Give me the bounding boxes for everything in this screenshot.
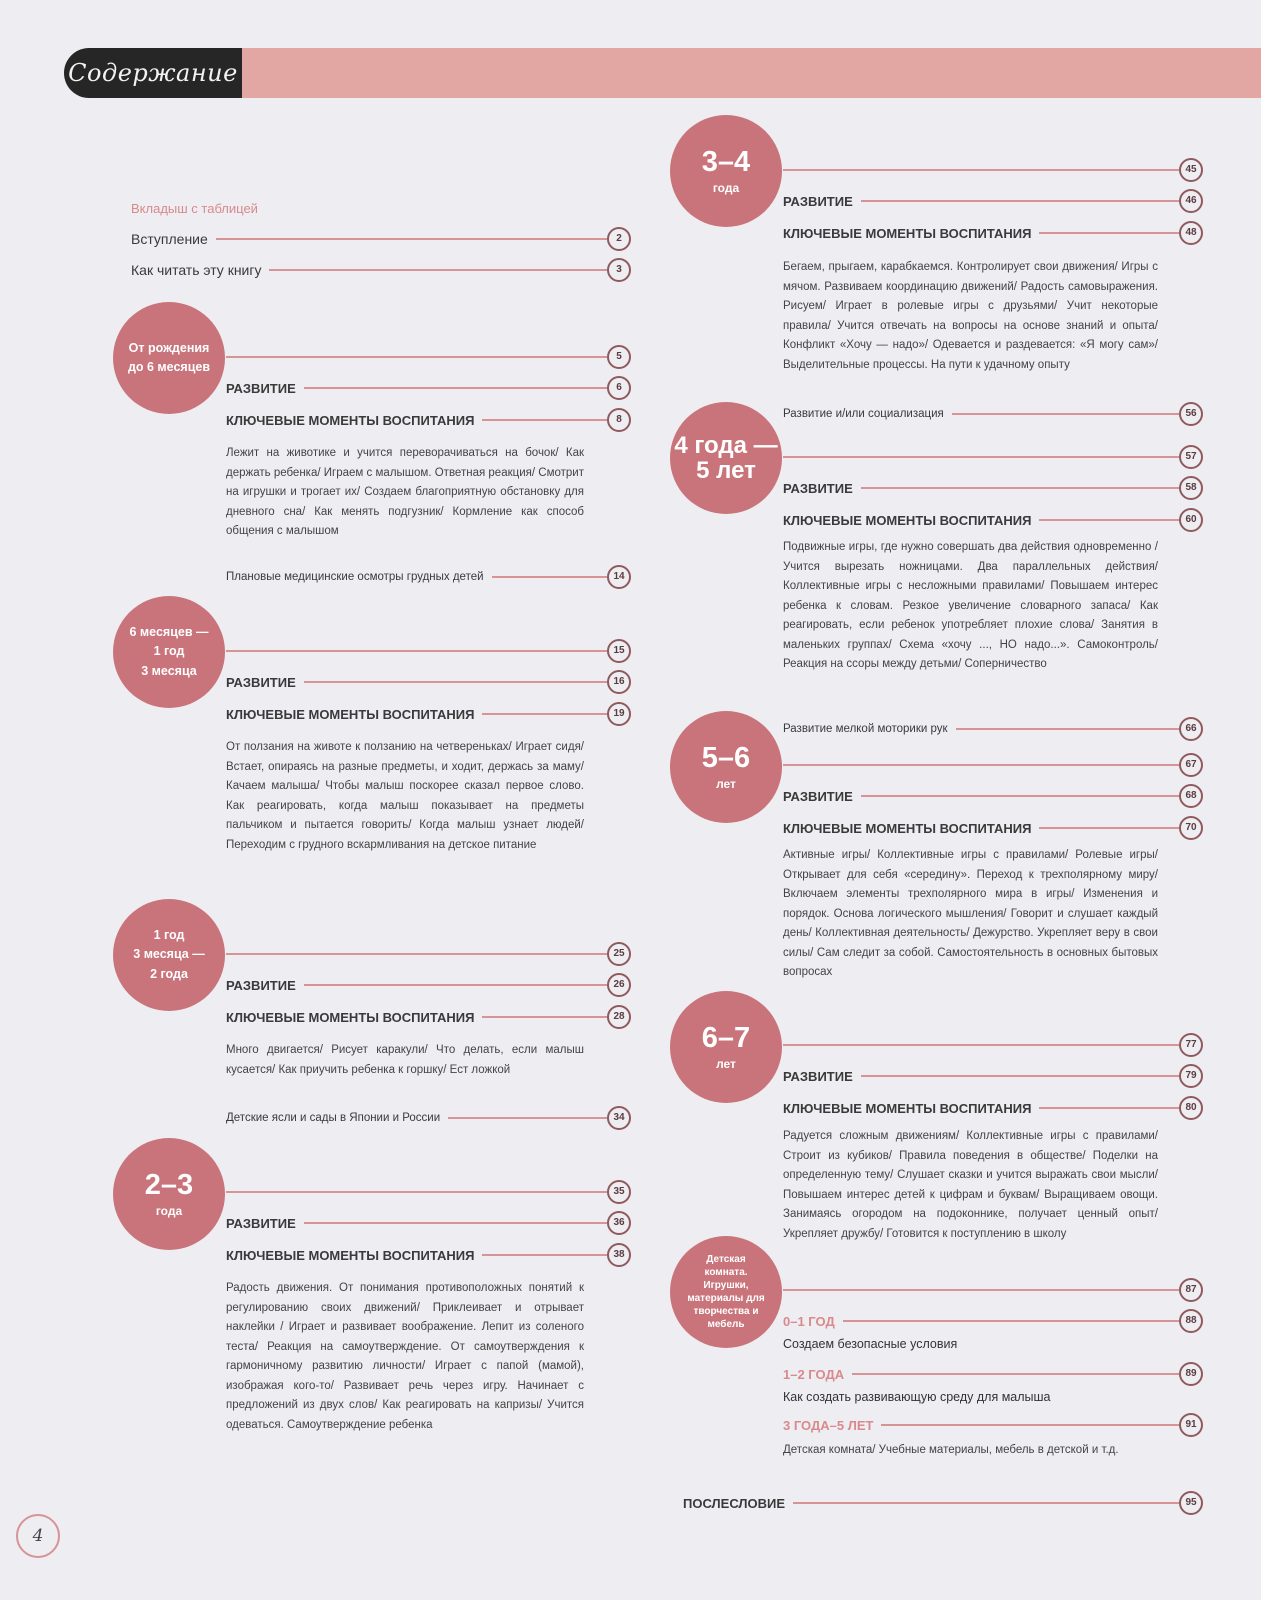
section-description: Лежит на животике и учится переворачиваться на бочок/ Как держать ребенка/ Играем с малышом. Ответная реакция/ Смотрит на игрушки и трогает их/ Создаем благоприятную обстановку для дневного сна/ Как менять подгузник/ Кормление как способ общения с малышом xyxy=(226,447,584,537)
section-description: Радость движения. От понимания противоположных понятий к регулированию своих движений/ Приклеивает и отрывает наклейки / Играет и развивает воображение. Лепит из соленого теста/ Реакция на самоутверждение. От самоутверждения к гармоничному развитию личности/ Играет с папой (мамой), изображая кого-то/ Развивает речь через игру. Начинает с предложений из двух слов/ Как реагировать на капризы/ Учится одеваться. Самоутверждение ребенка xyxy=(226,1282,584,1431)
toc-entry-label: 1–2 ГОДА xyxy=(783,1366,845,1382)
page-number-badge: 36 xyxy=(607,1211,631,1235)
section-description: Бегаем, прыгаем, карабкаемся. Контролирует свои движения/ Игры с мячом. Развиваем координацию движений/ Радость самовыражения. Рисуем/ Играет в ролевые игры с друзьями/ Учит некоторые правила/ Учится отвечать на вопросы на основе знаний и опыта/ Конфликт «Хочу — надо»/ Одевается и раздевается: «Я могу сам»/ Выделительные процессы. На пути к удачному опыту xyxy=(783,261,1158,371)
toc-entry-key-moments[interactable] xyxy=(783,222,1203,244)
toc-entry-label: РАЗВИТИЕ xyxy=(783,480,853,496)
section-start-row[interactable] xyxy=(226,640,631,662)
toc-entry-label: КЛЮЧЕВЫЕ МОМЕНТЫ ВОСПИТАНИЯ xyxy=(783,1100,1032,1116)
toc-entry-label: РАЗВИТИЕ xyxy=(226,1215,296,1231)
page-title: Содержание xyxy=(64,48,242,98)
leader-line xyxy=(1039,519,1179,521)
toc-entry-extra[interactable] xyxy=(783,403,1203,425)
page-number-badge: 68 xyxy=(1179,784,1203,808)
toc-subtitle: Создаем безопасные условия xyxy=(783,1337,958,1351)
toc-entry-label: Детские ясли и сады в Японии и России xyxy=(226,1112,441,1124)
page-number-badge: 3 xyxy=(607,258,631,282)
toc-entry-development[interactable] xyxy=(783,785,1203,807)
leader-line xyxy=(861,200,1179,202)
page-number-badge: 67 xyxy=(1179,753,1203,777)
page-number-badge: 89 xyxy=(1179,1362,1203,1386)
leader-line xyxy=(482,713,607,715)
page-number-badge: 26 xyxy=(607,973,631,997)
toc-entry-development[interactable] xyxy=(226,974,631,996)
toc-entry-key-moments[interactable] xyxy=(226,1244,631,1266)
page-number-badge: 88 xyxy=(1179,1309,1203,1333)
toc-entry-extra[interactable] xyxy=(226,566,631,588)
leader-line xyxy=(226,953,607,955)
leader-line xyxy=(852,1373,1179,1375)
toc-entry-1-2-years[interactable] xyxy=(783,1363,1203,1385)
toc-entry-label: РАЗВИТИЕ xyxy=(783,1068,853,1084)
leader-line xyxy=(843,1320,1179,1322)
age-badge-5-6-years: 5–6 лет xyxy=(670,711,782,823)
toc-entry-intro[interactable] xyxy=(131,228,631,250)
toc-entry-label: Развитие мелкой моторики рук xyxy=(783,723,948,735)
toc-entry-label: КЛЮЧЕВЫЕ МОМЕНТЫ ВОСПИТАНИЯ xyxy=(783,512,1032,528)
toc-entry-key-moments[interactable] xyxy=(783,1097,1203,1119)
page-number-badge: 56 xyxy=(1179,402,1203,426)
leader-line xyxy=(226,356,607,358)
page-number-badge: 16 xyxy=(607,670,631,694)
toc-entry-label: КЛЮЧЕВЫЕ МОМЕНТЫ ВОСПИТАНИЯ xyxy=(783,225,1032,241)
page-number-badge: 46 xyxy=(1179,189,1203,213)
section-start-row[interactable] xyxy=(226,346,631,368)
page-number-badge: 35 xyxy=(607,1180,631,1204)
page-number-badge: 95 xyxy=(1179,1491,1203,1515)
leader-line xyxy=(226,650,607,652)
toc-entry-extra[interactable] xyxy=(783,718,1203,740)
toc-subtitle: Как создать развивающую среду для малыша xyxy=(783,1390,1051,1404)
toc-entry-0-1-year[interactable] xyxy=(783,1310,1203,1332)
toc-entry-label: РАЗВИТИЕ xyxy=(783,193,853,209)
page-number-badge: 6 xyxy=(607,376,631,400)
section-start-row[interactable] xyxy=(783,159,1203,181)
leader-line xyxy=(881,1424,1179,1426)
section-description: Радуется сложным движениям/ Коллективные игры с правилами/ Строит из кубиков/ Правила поведения в обществе/ Поделки на определенную тему/ Слушает сказки и учится выражать свои мысли/ Повышаем интерес детей к цифрам и буквам/ Выращиваем овощи. Занимаясь огородом на подоконнике, получает ценный опыт/ Укрепляет дружбу/ Готовится к поступлению в школу xyxy=(783,1130,1158,1240)
leader-line xyxy=(1039,1107,1179,1109)
section-start-row[interactable] xyxy=(783,754,1203,776)
leader-line xyxy=(783,169,1179,171)
leader-line xyxy=(482,419,607,421)
page-number-badge: 87 xyxy=(1179,1278,1203,1302)
page-number-badge: 60 xyxy=(1179,508,1203,532)
age-badge-0-6-months: От рождения до 6 месяцев xyxy=(113,302,225,414)
page-number-badge: 48 xyxy=(1179,221,1203,245)
leader-line xyxy=(1039,232,1179,234)
leader-line xyxy=(783,1044,1179,1046)
toc-entry-label: РАЗВИТИЕ xyxy=(783,788,853,804)
toc-entry-how-to-read[interactable] xyxy=(131,259,631,281)
toc-entry-development[interactable] xyxy=(783,1065,1203,1087)
leader-line xyxy=(783,764,1179,766)
toc-subtitle: Детская комната/ Учебные материалы, мебель в детской и т.д. xyxy=(783,1444,1119,1456)
toc-entry-label: 0–1 ГОД xyxy=(783,1313,835,1329)
page-number-badge: 5 xyxy=(607,345,631,369)
leader-line xyxy=(304,984,607,986)
page-number-badge: 28 xyxy=(607,1005,631,1029)
toc-entry-afterword[interactable] xyxy=(683,1492,1203,1514)
page-number-badge: 2 xyxy=(607,227,631,251)
page-number-badge: 25 xyxy=(607,942,631,966)
toc-entry-key-moments[interactable] xyxy=(226,703,631,725)
leader-line xyxy=(861,795,1179,797)
toc-entry-3-5-years[interactable] xyxy=(783,1414,1203,1436)
page-number-badge: 8 xyxy=(607,408,631,432)
section-description: От ползания на животе к ползанию на четвереньках/ Играет сидя/ Встает, опираясь на разные предметы, и ходит, держась за маму/ Качаем малыша/ Чтобы малыш поскорее сказал первое слово. Как реагировать, когда малыш показывает на предметы пальчиком и пытается говорить/ Когда малыш узнает людей/ Переходим с грудного вскармливания на детское питание xyxy=(226,741,584,851)
page-number-badge: 15 xyxy=(607,639,631,663)
page-number-badge: 45 xyxy=(1179,158,1203,182)
toc-entry-development[interactable] xyxy=(783,190,1203,212)
page-number-badge: 66 xyxy=(1179,717,1203,741)
toc-entry-label: Вступление xyxy=(131,231,208,247)
leader-line xyxy=(492,576,607,578)
page-number-badge: 79 xyxy=(1179,1064,1203,1088)
page-number-badge: 80 xyxy=(1179,1096,1203,1120)
toc-entry-label: РАЗВИТИЕ xyxy=(226,977,296,993)
age-badge-6-7-years: 6–7 лет xyxy=(670,991,782,1103)
toc-entry-label: 3 ГОДА–5 ЛЕТ xyxy=(783,1417,874,1433)
page-number-badge: 58 xyxy=(1179,476,1203,500)
leader-line xyxy=(482,1016,607,1018)
toc-entry-key-moments[interactable] xyxy=(783,817,1203,839)
leader-line xyxy=(793,1502,1179,1504)
page-number-badge: 38 xyxy=(607,1243,631,1267)
leader-line xyxy=(956,728,1179,730)
toc-entry-key-moments[interactable] xyxy=(226,409,631,431)
toc-entry-development[interactable] xyxy=(783,477,1203,499)
leader-line xyxy=(861,487,1179,489)
section-description: Подвижные игры, где нужно совершать два действия одновременно / Учится вырезать ножницами. Два параллельных действия/ Коллективные игры с несложными правилами/ Повышаем интерес ребенка к словам. Резкое увеличение словарного запаса/ Как реагировать, если ребенок употребляет плохие слова/ Занятия в маленьких группах/ Схема «хочу ..., НО надо...». Самоконтроль/ Реакция на ссоры между детьми/ Соперничество xyxy=(783,541,1158,670)
leader-line xyxy=(783,456,1179,458)
page-number-badge: 77 xyxy=(1179,1033,1203,1057)
page-number-badge: 34 xyxy=(607,1106,631,1130)
toc-entry-label: Вкладыш с таблицей xyxy=(131,200,258,216)
toc-entry-development[interactable] xyxy=(226,671,631,693)
page-number-badge: 14 xyxy=(607,565,631,589)
section-start-row[interactable] xyxy=(226,1181,631,1203)
section-description: Активные игры/ Коллективные игры с правилами/ Ролевые игры/ Открывает для себя «середину». Переход к трехполярному миру/ Включаем элементы трехполярного мира в игры/ Изменения и порядок. Основа логического мышления/ Говорит и слушает каждый день/ Коллективная деятельность/ Дежурство. Укрепляет веру в свои силы/ Сам следит за собой. Самостоятельность в основных бытовых вопросах xyxy=(783,849,1158,978)
toc-entry-extra[interactable] xyxy=(226,1107,631,1129)
leader-line xyxy=(482,1254,607,1256)
age-badge-2-3-years: 2–3 года xyxy=(113,1138,225,1250)
page-number: 4 xyxy=(16,1514,60,1558)
age-badge-3-4-years: 3–4 года xyxy=(670,115,782,227)
leader-line xyxy=(1039,827,1179,829)
header-bar xyxy=(242,48,1261,98)
toc-entry-label: РАЗВИТИЕ xyxy=(226,674,296,690)
leader-line xyxy=(226,1191,607,1193)
toc-entry-label: КЛЮЧЕВЫЕ МОМЕНТЫ ВОСПИТАНИЯ xyxy=(226,412,475,428)
leader-line xyxy=(952,413,1179,415)
leader-line xyxy=(269,269,607,271)
page-number-badge: 57 xyxy=(1179,445,1203,469)
toc-entry-label: КЛЮЧЕВЫЕ МОМЕНТЫ ВОСПИТАНИЯ xyxy=(226,1247,475,1263)
section-start-row[interactable] xyxy=(783,1279,1203,1301)
page-number-badge: 19 xyxy=(607,702,631,726)
section-start-row[interactable] xyxy=(783,446,1203,468)
toc-entry-label: КЛЮЧЕВЫЕ МОМЕНТЫ ВОСПИТАНИЯ xyxy=(226,1009,475,1025)
toc-entry-development[interactable] xyxy=(226,1212,631,1234)
toc-entry-insert[interactable] xyxy=(131,197,631,219)
toc-entry-label: Развитие и/или социализация xyxy=(783,408,944,420)
page-number-badge: 70 xyxy=(1179,816,1203,840)
toc-entry-label: ПОСЛЕСЛОВИЕ xyxy=(683,1495,786,1511)
leader-line xyxy=(304,387,607,389)
toc-entry-label: КЛЮЧЕВЫЕ МОМЕНТЫ ВОСПИТАНИЯ xyxy=(783,820,1032,836)
toc-entry-key-moments[interactable] xyxy=(783,509,1203,531)
leader-line xyxy=(448,1117,607,1119)
leader-line xyxy=(304,1222,607,1224)
section-start-row[interactable] xyxy=(226,943,631,965)
toc-entry-development[interactable] xyxy=(226,377,631,399)
leader-line xyxy=(783,1289,1179,1291)
section-description: Много двигается/ Рисует каракули/ Что делать, если малыш кусается/ Как приучить ребенка к горшку/ Ест ложкой xyxy=(226,1044,584,1076)
toc-entry-label: Плановые медицинские осмотры грудных детей xyxy=(226,571,484,583)
age-badge-6-15-months: 6 месяцев — 1 год 3 месяца xyxy=(113,596,225,708)
page-number-badge: 91 xyxy=(1179,1413,1203,1437)
badge-childrens-room: Детская комната. Игрушки, материалы для творчества и мебель xyxy=(670,1236,782,1348)
leader-line xyxy=(861,1075,1179,1077)
section-start-row[interactable] xyxy=(783,1034,1203,1056)
toc-entry-key-moments[interactable] xyxy=(226,1006,631,1028)
leader-line xyxy=(216,238,607,240)
toc-entry-label: РАЗВИТИЕ xyxy=(226,380,296,396)
age-badge-15-24-months: 1 год 3 месяца — 2 года xyxy=(113,899,225,1011)
age-badge-4-5-years: 4 года — 5 лет xyxy=(670,402,782,514)
toc-entry-label: КЛЮЧЕВЫЕ МОМЕНТЫ ВОСПИТАНИЯ xyxy=(226,706,475,722)
toc-entry-label: Как читать эту книгу xyxy=(131,262,262,278)
leader-line xyxy=(304,681,607,683)
